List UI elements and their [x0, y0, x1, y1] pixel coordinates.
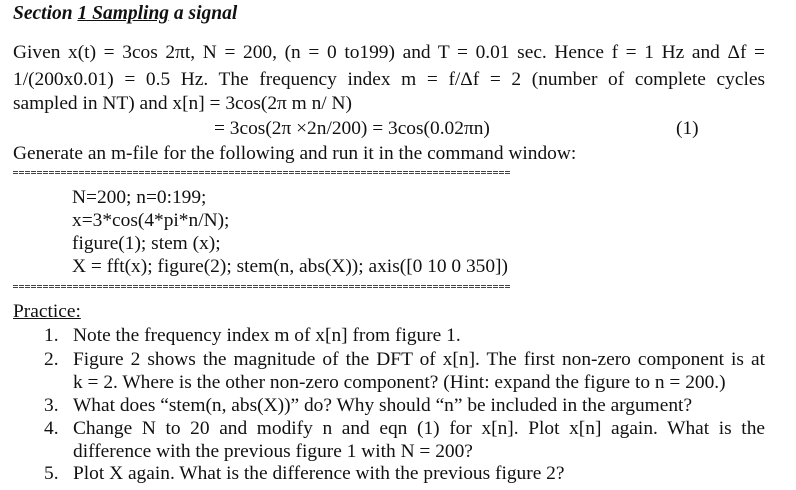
- section-title: [13, 3, 237, 25]
- item-number-1: 1.: [44, 325, 59, 346]
- separator-top: [13, 171, 510, 174]
- code-line-1: N=200; n=0:199;: [72, 187, 207, 208]
- item-number-5: 5.: [44, 463, 59, 484]
- separator-bottom: [13, 285, 510, 288]
- item-4-line-2: difference with the previous figure 1 with N = 200?: [73, 441, 473, 462]
- item-3-line-1: What does “stem(n, abs(X))” do? Why should “n” be included in the argument?: [73, 395, 693, 416]
- code-line-3: figure(1); stem (x);: [72, 233, 221, 254]
- title-prefix: Section: [13, 3, 78, 24]
- code-line-4: X = fft(x); figure(2); stem(n, abs(X)); axis([0 10 0 350]): [72, 256, 508, 277]
- intro-line-2: 1/(200x0.01) = 0.5 Hz. The frequency index m = f/Δf = 2 (number of complete cycles: [13, 69, 765, 90]
- equation-number: (1): [676, 118, 699, 139]
- title-underlined: 1 Sampling: [77, 3, 170, 24]
- item-number-2: 2.: [44, 349, 59, 370]
- intro-line-3: sampled in NT) and x[n] = 3cos(2π m n/ N): [13, 93, 352, 114]
- intro-line-4: = 3cos(2π ×2n/200) = 3cos(0.02πn): [214, 118, 490, 139]
- intro-line-5: Generate an m-file for the following and run it in the command window:: [13, 143, 577, 164]
- item-number-3: 3.: [44, 395, 59, 416]
- title-suffix: a signal: [169, 3, 238, 24]
- item-2-line-1: Figure 2 shows the magnitude of the DFT of x[n]. The first non-zero component is at: [73, 349, 765, 370]
- item-2-line-2: k = 2. Where is the other non-zero component? (Hint: expand the figure to n = 200.): [73, 372, 726, 393]
- intro-line-1: Given x(t) = 3cos 2πt, N = 200, (n = 0 to199) and T = 0.01 sec. Hence f = 1 Hz and Δf =: [13, 42, 765, 63]
- item-5-line-1: Plot X again. What is the difference with the previous figure 2?: [73, 463, 565, 484]
- practice-heading: Practice:: [13, 301, 81, 322]
- code-line-2: x=3*cos(4*pi*n/N);: [72, 210, 230, 231]
- item-4-line-1: Change N to 20 and modify n and eqn (1) for x[n]. Plot x[n] again. What is the: [73, 418, 765, 439]
- item-1-line-1: Note the frequency index m of x[n] from figure 1.: [73, 325, 461, 346]
- item-number-4: 4.: [44, 418, 59, 439]
